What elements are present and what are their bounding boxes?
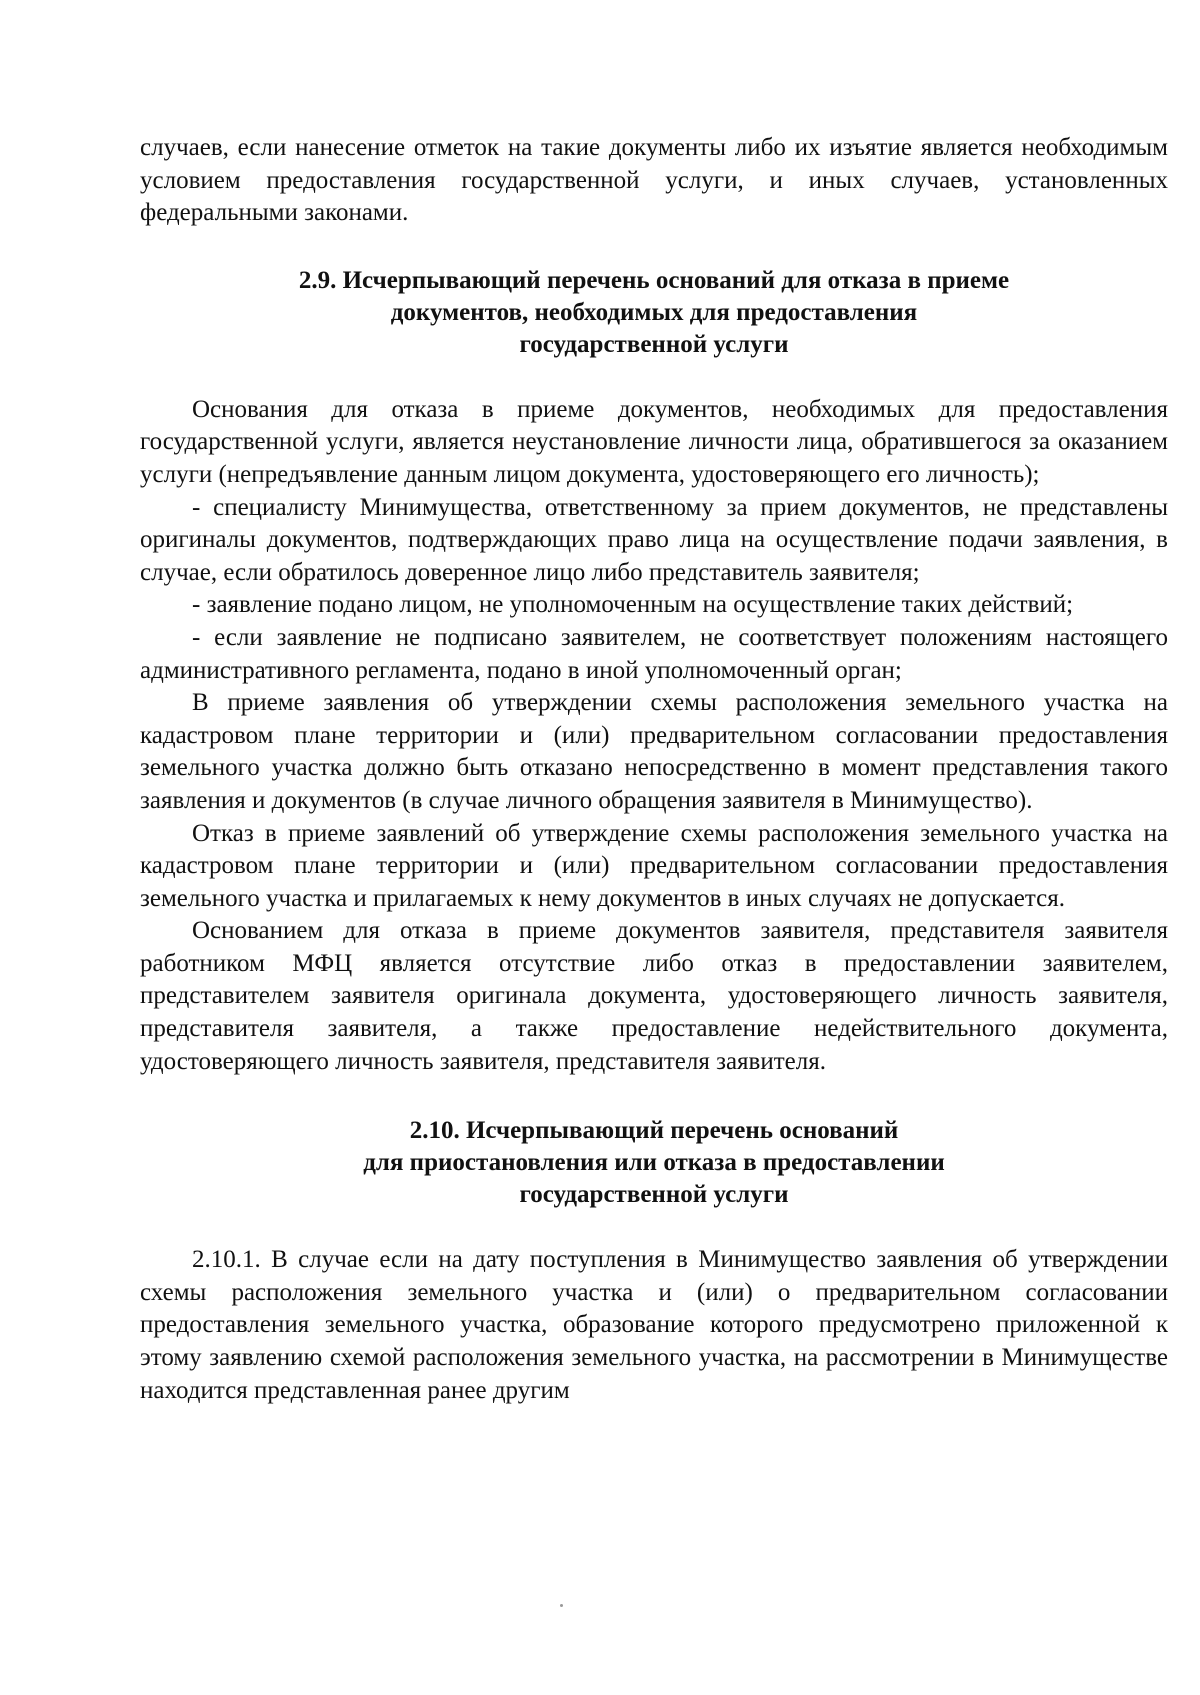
heading-line: документов, необходимых для предоставления bbox=[390, 298, 918, 326]
spacer bbox=[140, 361, 1168, 394]
body-paragraph: Основания для отказа в приеме документов, необходимых для предоставления государственной услуги, является неустановление личности лица, обратившегося за оказанием услуги (непредъявление данным лицом документа, удостоверяющего его личность); bbox=[140, 395, 1168, 488]
spacer bbox=[140, 1078, 1168, 1115]
heading-line: 2.9. Исчерпывающий перечень оснований для отказа в приеме bbox=[298, 266, 1010, 294]
heading-line: государственной услуги bbox=[519, 330, 789, 358]
list-item: - если заявление не подписано заявителем, не соответствует положениям настоящего административного регламента, подано в иной уполномоченный орган; bbox=[140, 623, 1168, 684]
heading-line: 2.10. Исчерпывающий перечень оснований bbox=[409, 1117, 899, 1145]
intro-paragraph: случаев, если нанесение отметок на такие документы либо их изъятие является необходимым условием предоставления государственной услуги, и иных случаев, установленных федеральными законами. bbox=[140, 134, 1168, 227]
heading-line: государственной услуги bbox=[519, 1181, 789, 1209]
body-paragraph: Отказ в приеме заявлений об утверждение схемы расположения земельного участка на кадастровом плане территории и (или) предварительном согласовании предоставления земельного участка и прилагаемых к нему документов в иных случаях не допускается. bbox=[140, 819, 1168, 912]
spacer bbox=[140, 1211, 1168, 1244]
document-page bbox=[140, 132, 1168, 1407]
body-paragraph: В приеме заявления об утверждении схемы расположения земельного участка на кадастровом плане территории и (или) предварительном согласовании предоставления земельного участка должно быть отказано непосредственно в момент представления такого заявления и документов (в случае личного обращения заявителя в Минимущество). bbox=[140, 689, 1168, 814]
body-paragraph: Основанием для отказа в приеме документов заявителя, представителя заявителя работником МФЦ является отсутствие либо отказ в предоставлении заявителем, представителем заявителя оригинала документа, удостоверяющего личность заявителя, представителя заявителя, а также предоставление недействительного документа, удостоверяющего личность заявителя, представителя заявителя. bbox=[140, 917, 1168, 1075]
heading-line: для приостановления или отказа в предоставлении bbox=[363, 1149, 945, 1177]
spacer bbox=[140, 230, 1168, 265]
list-item: - специалисту Минимущества, ответственному за прием документов, не представлены оригиналы документов, подтверждающих право лица на осуществление подачи заявления, в случае, если обратилось доверенное лицо либо представитель заявителя; bbox=[140, 493, 1168, 586]
list-item: - заявление подано лицом, не уполномоченным на осуществление таких действий; bbox=[192, 591, 1074, 619]
section-2-9-heading bbox=[140, 265, 1168, 361]
scan-speck bbox=[560, 1604, 563, 1607]
section-2-10-heading bbox=[140, 1115, 1168, 1211]
body-paragraph: 2.10.1. В случае если на дату поступления в Минимущество заявления об утверждении схемы расположения земельного участка и (или) о предварительном согласовании предоставления земельного участка, образование которого предусмотрено приложенной к этому заявлению схемой расположения земельного участка, на рассмотрении в Минимуществе находится представленная ранее другим bbox=[140, 1246, 1168, 1404]
